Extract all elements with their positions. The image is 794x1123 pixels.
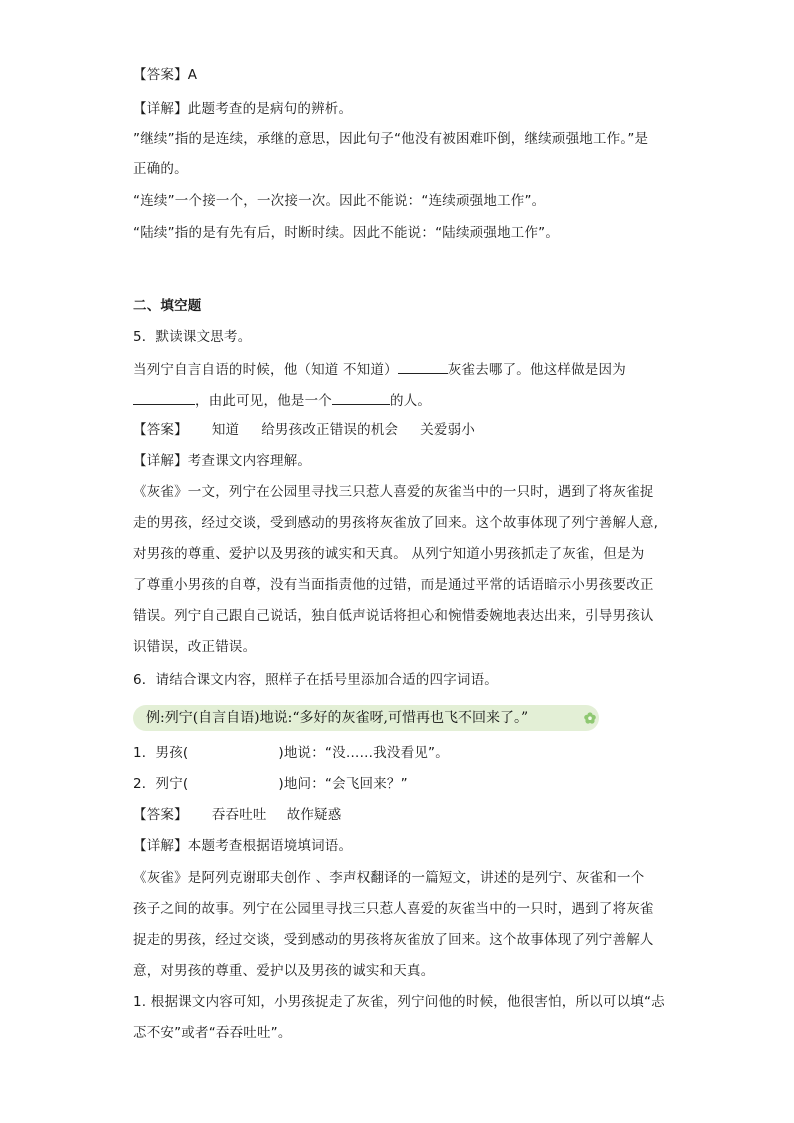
q5-answer-2: 给男孩改正错误的机会	[261, 422, 399, 438]
q5-detail-line-1: 《灰雀》一文，列宁在公园里寻找三只惹人喜爱的灰雀当中的一只时，遇到了将灰雀捉	[133, 484, 654, 500]
q6-detail-line-5: 1. 根据课文内容可知，小男孩捉走了灰雀，列宁问他的时候，他很害怕，所以可以填“忐	[133, 994, 665, 1010]
q6-detail-line-3: 捉走的男孩，经过交谈，受到感动的男孩将灰雀放了回来。这个故事体现了列宁善解人	[133, 932, 654, 948]
q5-detail-line-5: 错误。列宁自己跟自己说话，独自低声说话将担心和惋惜委婉地表达出来，引导男孩认	[133, 608, 654, 624]
q6-item-1	[133, 744, 673, 762]
q5-line1-text-b: 灰雀去哪了。他这样做是因为	[447, 362, 626, 378]
q5-blank-2[interactable]	[133, 390, 195, 405]
q5-line2-text-a: ，由此可见，他是一个	[195, 393, 332, 409]
q6-detail: 【详解】本题考查根据语境填词语。	[133, 838, 353, 854]
q5-detail-line-4: 了尊重小男孩的自尊，没有当面指责他的过错，而是通过平常的话语暗示小男孩要改正	[133, 577, 654, 593]
q4-paragraph-2: “连续”一个接一个，一次接一次。因此不能说：“连续顽强地工作”。	[133, 193, 546, 209]
q6-detail-line-4: 意，对男孩的尊重、爱护以及男孩的诚实和天真。	[133, 963, 435, 979]
q4-paragraph-1b: 正确的。	[133, 161, 188, 177]
q5-question: 5．默读课文思考。	[133, 329, 252, 345]
q5-answer-3: 关爱弱小	[420, 422, 476, 438]
q5-line1-text-a: 当列宁自言自语的时候，他（知道 不知道）	[133, 362, 398, 378]
q5-blank-3[interactable]	[332, 390, 390, 405]
q6-detail-line-6: 忑不安”或者“吞吞吐吐”。	[133, 1025, 292, 1041]
flower-icon	[583, 711, 597, 725]
q6-detail-line-1: 《灰雀》是阿列克谢耶夫创作 、李声权翻译的一篇短文，讲述的是列宁、灰雀和一个	[133, 870, 645, 886]
q4-paragraph-3: “陆续”指的是有先有后，时断时续。因此不能说：“陆续顽强地工作”。	[133, 225, 560, 241]
q5-detail-line-6: 识错误，改正错误。	[133, 639, 257, 655]
q4-paragraph-1a: ”继续”指的是连续，承继的意思，因此句子“他没有被困难吓倒，继续顽强地工作。”是	[133, 131, 649, 147]
q5-line2-text-b: 的人。	[390, 393, 432, 409]
q5-answer-label: 【答案】	[133, 422, 188, 438]
q6-item2-text-a: 2．列宁(	[133, 776, 189, 792]
q5-answer-1: 知道	[211, 422, 240, 438]
q6-item1-text-b: )地说：“没……我没看见”。	[278, 745, 449, 761]
q6-item2-text-b: )地问：“会飞回来？”	[278, 776, 408, 792]
q5-fill-line-1	[133, 359, 673, 379]
q5-answer	[133, 421, 673, 439]
example-text: 例:列宁(自言自语)地说:“多好的灰雀呀,可惜再也飞不回来了。”	[146, 710, 529, 726]
section-title: 二、填空题	[133, 298, 202, 314]
q5-detail: 【详解】考查课文内容理解。	[133, 453, 312, 469]
q6-answer-label: 【答案】	[133, 807, 188, 823]
q6-detail-line-2: 孩子之间的故事。列宁在公园里寻找三只惹人喜爱的灰雀当中的一只时，遇到了将灰雀	[133, 901, 654, 917]
q5-detail-line-3: 对男孩的尊重、爱护以及男孩的诚实和天真。 从列宁知道小男孩抓走了灰雀，但是为	[133, 546, 645, 562]
q6-answer	[133, 806, 673, 824]
q6-question: 6．请结合课文内容，照样子在括号里添加合适的四字词语。	[133, 672, 498, 688]
q6-item1-text-a: 1．男孩(	[133, 745, 189, 761]
q5-blank-1[interactable]	[398, 359, 448, 374]
q5-detail-line-2: 走的男孩，经过交谈，受到感动的男孩将灰雀放了回来。这个故事体现了列宁善解人意,	[133, 515, 659, 531]
q6-answer-1: 吞吞吐吐	[211, 807, 267, 823]
q6-answer-2: 故作疑惑	[286, 807, 342, 823]
q5-fill-line-2	[133, 390, 673, 410]
q4-detail: 【详解】此题考查的是病句的辨析。	[133, 101, 353, 117]
q6-item-2	[133, 775, 673, 793]
q4-answer: 【答案】A	[133, 67, 198, 83]
